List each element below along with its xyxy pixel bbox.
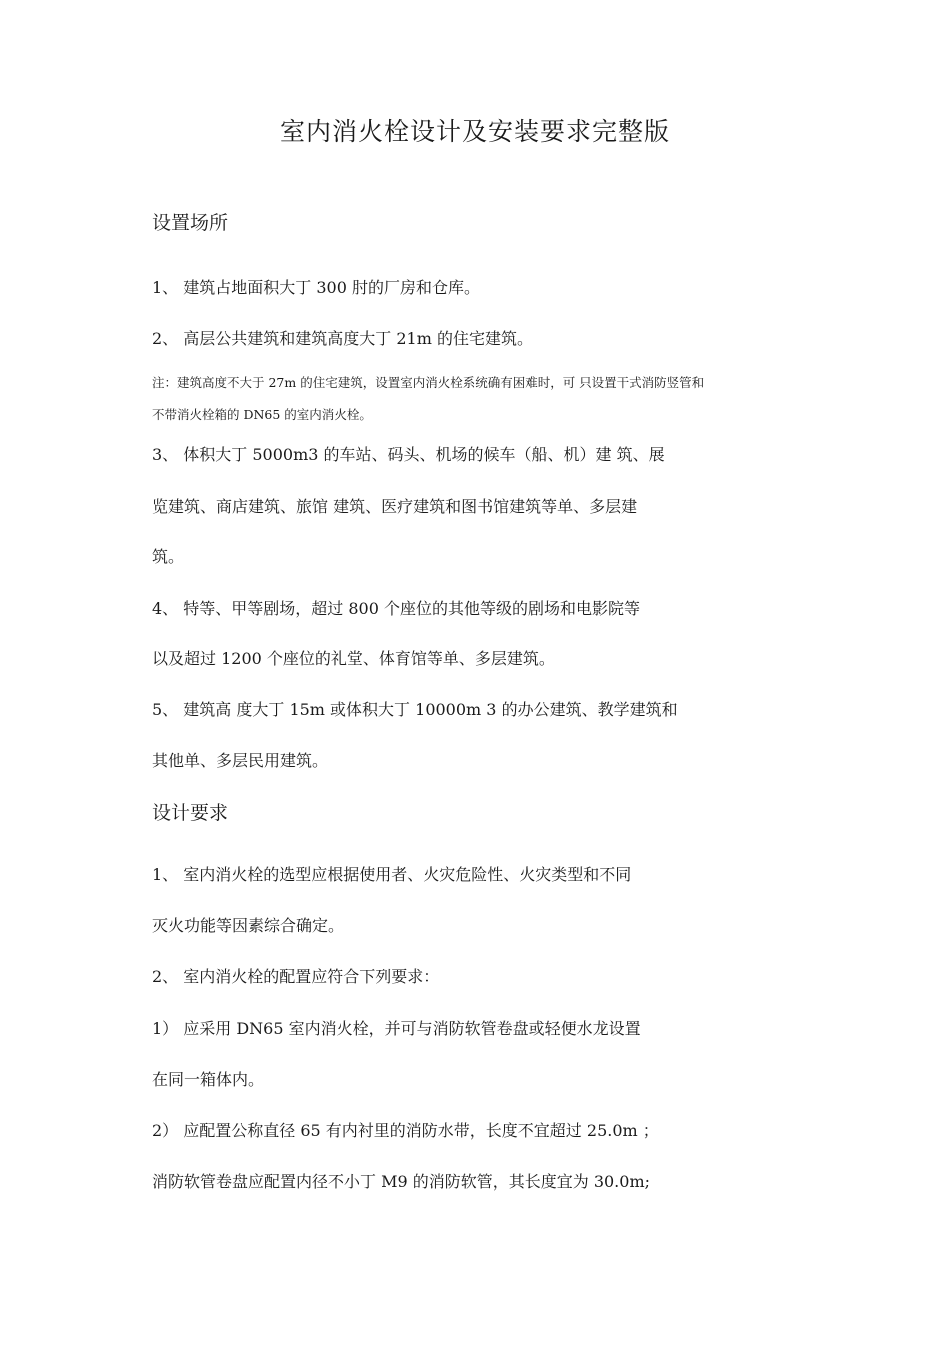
paragraph-line: 4、 特等、甲等剧场，超过 800 个座位的其他等级的剧场和电影院等 (152, 599, 640, 618)
paragraph-line: 2、 高层公共建筑和建筑高度大丁 21m 的住宅建筑。 (152, 329, 533, 348)
paragraph-line: 5、 建筑高 度大丁 15m 或体积大丁 10000m 3 的办公建筑、教学建筑和 (152, 700, 678, 719)
paragraph-line: 其他单、多层民用建筑。 (152, 751, 329, 770)
paragraph-line: 2） 应配置公称直径 65 有内衬里的消防水带，长度不宜超过 25.0m ； (152, 1121, 659, 1140)
section-heading-design-requirements: 设计要求 (152, 802, 229, 824)
paragraph-line: 筑。 (152, 547, 185, 566)
paragraph-line: 灭火功能等因素综合确定。 (152, 916, 345, 935)
section-heading-locations: 设置场所 (152, 212, 229, 234)
paragraph-line: 3、 体积大丁 5000m3 的车站、码头、机场的候车（船、机）建 筑、展 (152, 445, 665, 464)
note-line: 注：建筑高度不大于 27m 的住宅建筑，设置室内消火栓系统确有困难时，可 只设置干式消防竖管和 (152, 375, 705, 390)
paragraph-line: 览建筑、商店建筑、旅馆 建筑、医疗建筑和图书馆建筑等单、多层建 (152, 497, 638, 516)
paragraph-line: 2、 室内消火栓的配置应符合下列要求： (152, 967, 440, 986)
note-line: 不带消火栓箱的 DN65 的室内消火栓。 (152, 407, 372, 422)
paragraph-line: 1、 室内消火栓的选型应根据使用者、火灾危险性、火灾类型和不同 (152, 865, 632, 884)
paragraph-line: 1） 应采用 DN65 室内消火栓，并可与消防软管卷盘或轻便水龙设置 (152, 1019, 641, 1038)
paragraph-line: 消防软管卷盘应配置内径不小丁 M9 的消防软管，其长度宜为 30.0m; (152, 1172, 651, 1191)
document-title: 室内消火栓设计及安装要求完整版 (279, 117, 670, 146)
paragraph-line: 1、 建筑占地面积大丁 300 肘的厂房和仓库。 (152, 278, 480, 297)
paragraph-line: 以及超过 1200 个座位的礼堂、体育馆等单、多层建筑。 (152, 649, 555, 668)
paragraph-line: 在同一箱体内。 (152, 1070, 265, 1089)
